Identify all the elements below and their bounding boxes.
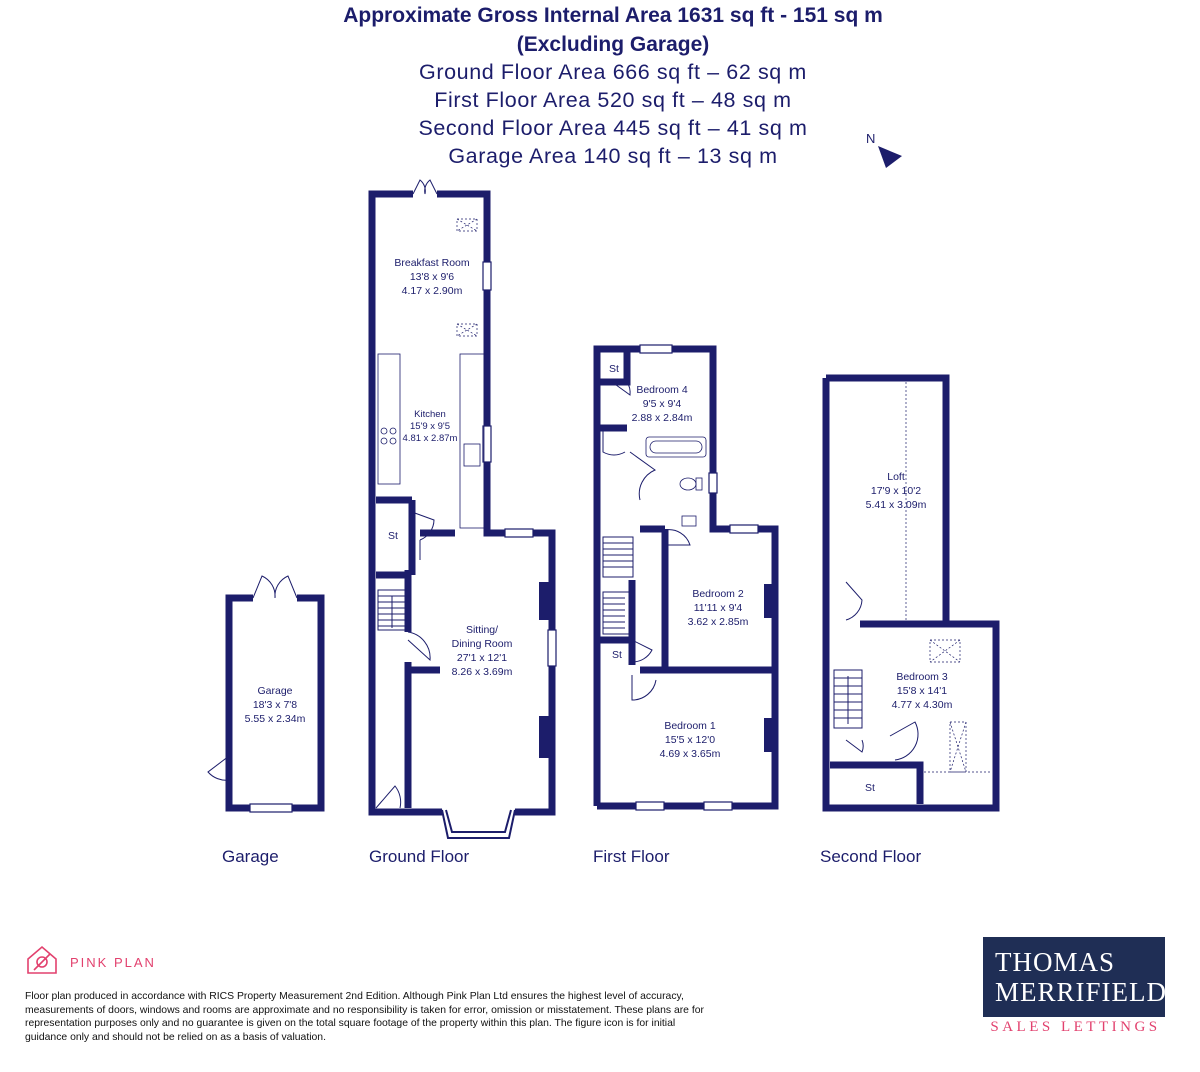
breakfast-room-name: Breakfast Room — [394, 257, 470, 269]
sitting-room-imperial: 27'1 x 12'1 — [456, 652, 508, 664]
ground-store-label: St — [388, 530, 398, 542]
bedroom2-imperial: 11'11 x 9'4 — [693, 602, 743, 614]
bathroom-fittings — [646, 437, 706, 526]
area-title: Approximate Gross Internal Area 1631 sq ft - 151 sq m — [343, 4, 883, 27]
floor-label-second: Second Floor — [820, 847, 922, 866]
bedroom1-imperial: 15'5 x 12'0 — [664, 734, 716, 746]
second-store-label: St — [865, 782, 875, 794]
agent-name-line1: THOMAS — [995, 947, 1116, 977]
bedroom4-name: Bedroom 4 — [636, 384, 688, 396]
breakfast-room-imperial: 13'8 x 9'6 — [409, 271, 455, 283]
loft-imperial: 17'9 x 10'2 — [870, 485, 922, 497]
compass-north-label: N — [866, 131, 876, 146]
agent-logo — [983, 937, 1165, 1017]
agent-name-line2: MERRIFIELD — [995, 977, 1167, 1007]
sitting-room-name-line1: Sitting/ — [465, 624, 499, 636]
floor-label-first: First Floor — [593, 847, 670, 866]
bedroom2-metric: 3.62 x 2.85m — [687, 616, 749, 628]
garage-room-imperial: 18'3 x 7'8 — [252, 699, 298, 711]
pink-plan-logo-icon — [28, 947, 56, 973]
area-subtitle: (Excluding Garage) — [516, 33, 710, 56]
loft-name: Loft — [887, 471, 905, 483]
breakfast-room-metric: 4.17 x 2.90m — [401, 285, 463, 297]
garage-area: Garage Area 140 sq ft – 13 sq m — [448, 144, 778, 168]
sitting-room-metric: 8.26 x 3.69m — [451, 666, 513, 678]
bedroom4-imperial: 9'5 x 9'4 — [642, 398, 682, 410]
bedroom3-imperial: 15'8 x 14'1 — [896, 685, 948, 697]
doors — [208, 180, 918, 808]
floor-label-ground: Ground Floor — [369, 847, 470, 866]
bedroom4-metric: 2.88 x 2.84m — [631, 412, 693, 424]
kitchen-imperial: 15'9 x 9'5 — [409, 421, 451, 432]
bedroom3-name: Bedroom 3 — [896, 671, 948, 683]
loft-metric: 5.41 x 3.09m — [865, 499, 927, 511]
first-store-top-label: St — [609, 363, 619, 375]
garage-room-metric: 5.55 x 2.34m — [244, 713, 306, 725]
garage-room-name: Garage — [257, 685, 293, 697]
bay-window — [442, 810, 515, 838]
first-store-bottom-label: St — [612, 649, 622, 661]
second-floor-area: Second Floor Area 445 sq ft – 41 sq m — [418, 116, 808, 140]
bedroom3-metric: 4.77 x 4.30m — [891, 699, 953, 711]
compass-icon — [866, 131, 902, 168]
first-floor-area: First Floor Area 520 sq ft – 48 sq m — [434, 88, 792, 112]
bedroom1-name: Bedroom 1 — [664, 720, 716, 732]
kitchen-name: Kitchen — [414, 409, 446, 420]
disclaimer: Floor plan produced in accordance with RICS Property Measurement 2nd Edition. Although Pink Plan Ltd ensures the highest level of accuracy, measurements of doors, windows and rooms are approximate and no responsibility is taken for error, omission or misstatement. These plans are for representation purposes only and no guarantee is given on the total square footage of the property within this plan. The figure icon is for initial guidance only and should not be relied on as a basis of valuation. — [25, 991, 704, 1043]
ground-floor-area: Ground Floor Area 666 sq ft – 62 sq m — [419, 60, 807, 84]
floor-label-garage: Garage — [222, 847, 279, 866]
pink-plan-logo-text: PINK PLAN — [70, 955, 156, 970]
sitting-room-name-line2: Dining Room — [451, 638, 513, 650]
stairs — [378, 537, 862, 728]
agent-services: SALES LETTINGS — [990, 1019, 1161, 1035]
second-floor-inner-walls — [830, 624, 946, 804]
kitchen-metric: 4.81 x 2.87m — [402, 433, 458, 444]
bedroom1-metric: 4.69 x 3.65m — [659, 748, 721, 760]
bedroom2-name: Bedroom 2 — [692, 588, 744, 600]
